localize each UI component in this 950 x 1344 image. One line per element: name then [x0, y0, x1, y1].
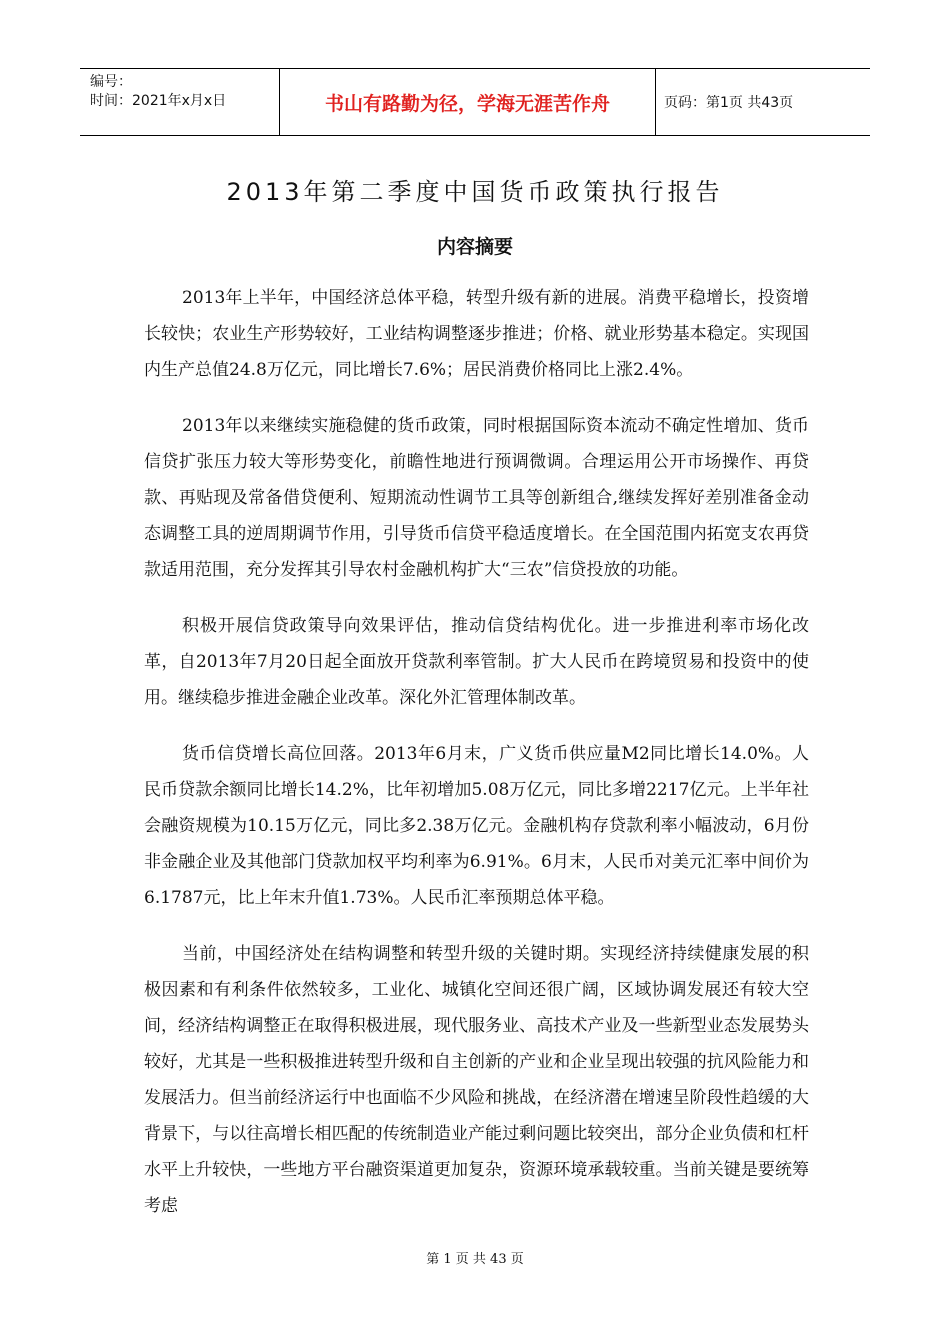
paragraph: 积极开展信贷政策导向效果评估，推动信贷结构优化。进一步推进利率市场化改革，自2013年7月20日起全面放开贷款利率管制。扩大人民币在跨境贸易和投资中的使用。继续稳步推进金融企业改革。深化外汇管理体制改革。	[144, 616, 809, 708]
page-footer: 第 1 页 共 43 页	[426, 1252, 524, 1267]
section-heading: 内容摘要	[436, 236, 513, 258]
paragraph: 货币信贷增长高位回落。2013年6月末，广义货币供应量M2同比增长14.0%。人民币贷款余额同比增长14.2%，比年初增加5.08万亿元，同比多增2217亿元。上半年社会融资规模为10.15万亿元，同比多2.38万亿元。金融机构存贷款利率小幅波动，6月份非金融企业及其他部门贷款加权平均利率为6.91%。6月末，人民币对美元汇率中间价为6.1787元，比上年末升值1.73%。人民币汇率预期总体平稳。	[144, 744, 809, 908]
header-page-count: 页码：第1页 共43页	[664, 95, 794, 111]
paragraph: 2013年以来继续实施稳健的货币政策，同时根据国际资本流动不确定性增加、货币信贷扩张压力较大等形势变化，前瞻性地进行预调微调。合理运用公开市场操作、再贷款、再贴现及常备借贷便利、短期流动性调节工具等创新组合,继续发挥好差别准备金动态调整工具的逆周期调节作用，引导货币信贷平稳适度增长。在全国范围内拓宽支农再贷款适用范围，充分发挥其引导农村金融机构扩大“三农”信贷投放的功能。	[144, 416, 809, 580]
paragraph: 2013年上半年，中国经济总体平稳，转型升级有新的进展。消费平稳增长，投资增长较快；农业生产形势较好，工业结构调整逐步推进；价格、就业形势基本稳定。实现国内生产总值24.8万亿元，同比增长7.6%；居民消费价格同比上涨2.4%。	[144, 288, 809, 380]
header-motto: 书山有路勤为径，学海无涯苦作舟	[280, 69, 656, 135]
paragraph: 当前，中国经济处在结构调整和转型升级的关键时期。实现经济持续健康发展的积极因素和有利条件依然较多，工业化、城镇化空间还很广阔，区域协调发展还有较大空间，经济结构调整正在取得积极进展，现代服务业、高技术产业及一些新型业态发展势头较好，尤其是一些积极推进转型升级和自主创新的产业和企业呈现出较强的抗风险能力和发展活力。但当前经济运行中也面临不少风险和挑战，在经济潜在增速呈阶段性趋缓的大背景下，与以往高增长相匹配的传统制造业产能过剩问题比较突出，部分企业负债和杠杆水平上升较快，一些地方平台融资渠道更加复杂，资源环境承载较重。当前关键是要统筹考虑	[144, 944, 809, 1216]
document-date-label: 时间：2021年x月x日	[90, 93, 227, 109]
document-number-label: 编号：	[90, 74, 132, 90]
document-title: 2013年第二季度中国货币政策执行报告	[226, 178, 724, 206]
page-header	[80, 68, 870, 136]
document-body	[144, 280, 809, 1244]
header-meta	[80, 69, 280, 135]
